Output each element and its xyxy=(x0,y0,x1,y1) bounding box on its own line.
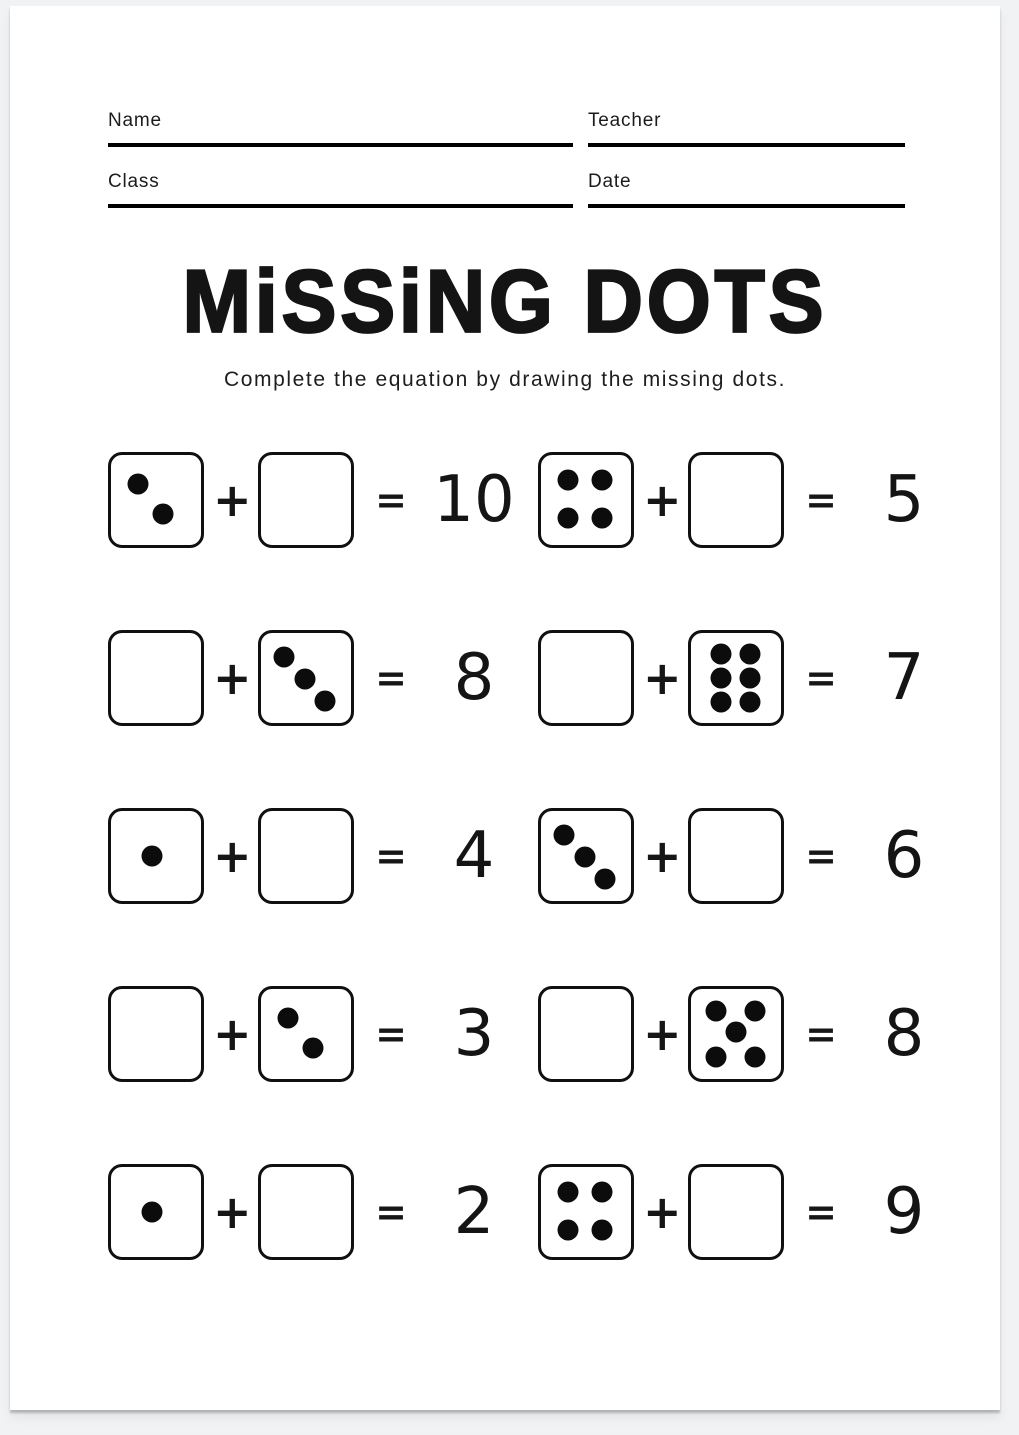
name-field-blank-line xyxy=(108,143,573,147)
result-number: 8 xyxy=(883,997,925,1071)
empty-die-answer-box xyxy=(538,630,634,726)
empty-die-answer-box xyxy=(538,986,634,1082)
equation-row-7 xyxy=(108,986,528,1082)
die-dot xyxy=(592,508,613,529)
equals-operator: = xyxy=(375,478,407,522)
die-dot xyxy=(710,668,731,689)
teacher-field-label: Teacher xyxy=(588,110,662,131)
teacher-field-blank-line xyxy=(588,143,905,147)
name-field-label: Name xyxy=(108,110,162,131)
die-dot xyxy=(740,692,761,713)
die-with-2-dots xyxy=(108,452,204,548)
class-field-label: Class xyxy=(108,171,160,192)
die-with-5-dots xyxy=(688,986,784,1082)
empty-die-answer-box xyxy=(258,808,354,904)
plus-operator: + xyxy=(643,651,682,705)
die-with-4-dots xyxy=(538,452,634,548)
page-subtitle: Complete the equation by drawing the missing dots. xyxy=(223,368,787,391)
equals-operator: = xyxy=(375,834,407,878)
die-dot xyxy=(594,868,615,889)
date-field xyxy=(588,171,905,208)
teacher-field xyxy=(588,110,905,147)
die-with-2-dots xyxy=(258,986,354,1082)
plus-operator: + xyxy=(213,829,252,883)
result-number: 6 xyxy=(883,819,925,893)
die-dot xyxy=(740,668,761,689)
die-dot xyxy=(706,1046,727,1067)
equals-operator: = xyxy=(375,1012,407,1056)
result-number: 9 xyxy=(883,1175,925,1249)
class-field-blank-line xyxy=(108,204,573,208)
equals-operator: = xyxy=(375,656,407,700)
equals-operator: = xyxy=(805,834,837,878)
die-dot xyxy=(726,1022,747,1043)
die-dot xyxy=(558,508,579,529)
equals-operator: = xyxy=(805,478,837,522)
empty-die-answer-box xyxy=(108,630,204,726)
die-dot xyxy=(592,1220,613,1241)
die-with-4-dots xyxy=(538,1164,634,1260)
plus-operator: + xyxy=(213,473,252,527)
die-dot xyxy=(558,470,579,491)
worksheet-page xyxy=(10,6,1000,1410)
result-number: 5 xyxy=(883,463,925,537)
die-dot xyxy=(303,1038,324,1059)
result-number: 2 xyxy=(453,1175,495,1249)
die-dot xyxy=(592,470,613,491)
die-dot xyxy=(592,1182,613,1203)
die-dot xyxy=(314,690,335,711)
equals-operator: = xyxy=(805,656,837,700)
die-with-1-dots xyxy=(108,1164,204,1260)
die-dot xyxy=(558,1182,579,1203)
result-number: 4 xyxy=(453,819,495,893)
equation-row-6 xyxy=(538,808,958,904)
date-field-label: Date xyxy=(588,171,632,192)
name-field xyxy=(108,110,573,147)
equation-row-1 xyxy=(108,452,528,548)
equation-row-10 xyxy=(538,1164,958,1260)
result-number: 8 xyxy=(453,641,495,715)
die-dot xyxy=(744,1046,765,1067)
die-dot xyxy=(141,846,162,867)
empty-die-answer-box xyxy=(258,1164,354,1260)
plus-operator: + xyxy=(213,1007,252,1061)
page-title: MiSSiNG DOTS xyxy=(182,252,828,351)
equation-row-3 xyxy=(108,630,528,726)
die-dot xyxy=(706,1000,727,1021)
die-dot xyxy=(153,504,174,525)
die-dot xyxy=(295,668,316,689)
die-dot xyxy=(278,1007,299,1028)
equals-operator: = xyxy=(805,1190,837,1234)
die-with-3-dots xyxy=(538,808,634,904)
empty-die-answer-box xyxy=(688,1164,784,1260)
equals-operator: = xyxy=(805,1012,837,1056)
plus-operator: + xyxy=(643,473,682,527)
equation-row-4 xyxy=(538,630,958,726)
die-dot xyxy=(575,846,596,867)
plus-operator: + xyxy=(213,1185,252,1239)
die-dot xyxy=(744,1000,765,1021)
result-number: 7 xyxy=(883,641,925,715)
die-with-6-dots xyxy=(688,630,784,726)
die-dot xyxy=(710,692,731,713)
plus-operator: + xyxy=(643,1185,682,1239)
die-dot xyxy=(128,473,149,494)
empty-die-answer-box xyxy=(108,986,204,1082)
die-dot xyxy=(740,643,761,664)
die-with-3-dots xyxy=(258,630,354,726)
problems-grid xyxy=(10,452,1000,1260)
header-fields xyxy=(10,110,1000,208)
result-number: 10 xyxy=(433,463,515,537)
plus-operator: + xyxy=(643,1007,682,1061)
die-dot xyxy=(554,825,575,846)
plus-operator: + xyxy=(643,829,682,883)
date-field-blank-line xyxy=(588,204,905,208)
die-with-1-dots xyxy=(108,808,204,904)
equals-operator: = xyxy=(375,1190,407,1234)
empty-die-answer-box xyxy=(688,808,784,904)
equation-row-2 xyxy=(538,452,958,548)
equation-row-9 xyxy=(108,1164,528,1260)
die-dot xyxy=(710,643,731,664)
empty-die-answer-box xyxy=(688,452,784,548)
equation-row-5 xyxy=(108,808,528,904)
die-dot xyxy=(558,1220,579,1241)
empty-die-answer-box xyxy=(258,452,354,548)
die-dot xyxy=(274,647,295,668)
die-dot xyxy=(141,1202,162,1223)
result-number: 3 xyxy=(453,997,495,1071)
class-field xyxy=(108,171,573,208)
plus-operator: + xyxy=(213,651,252,705)
equation-row-8 xyxy=(538,986,958,1082)
